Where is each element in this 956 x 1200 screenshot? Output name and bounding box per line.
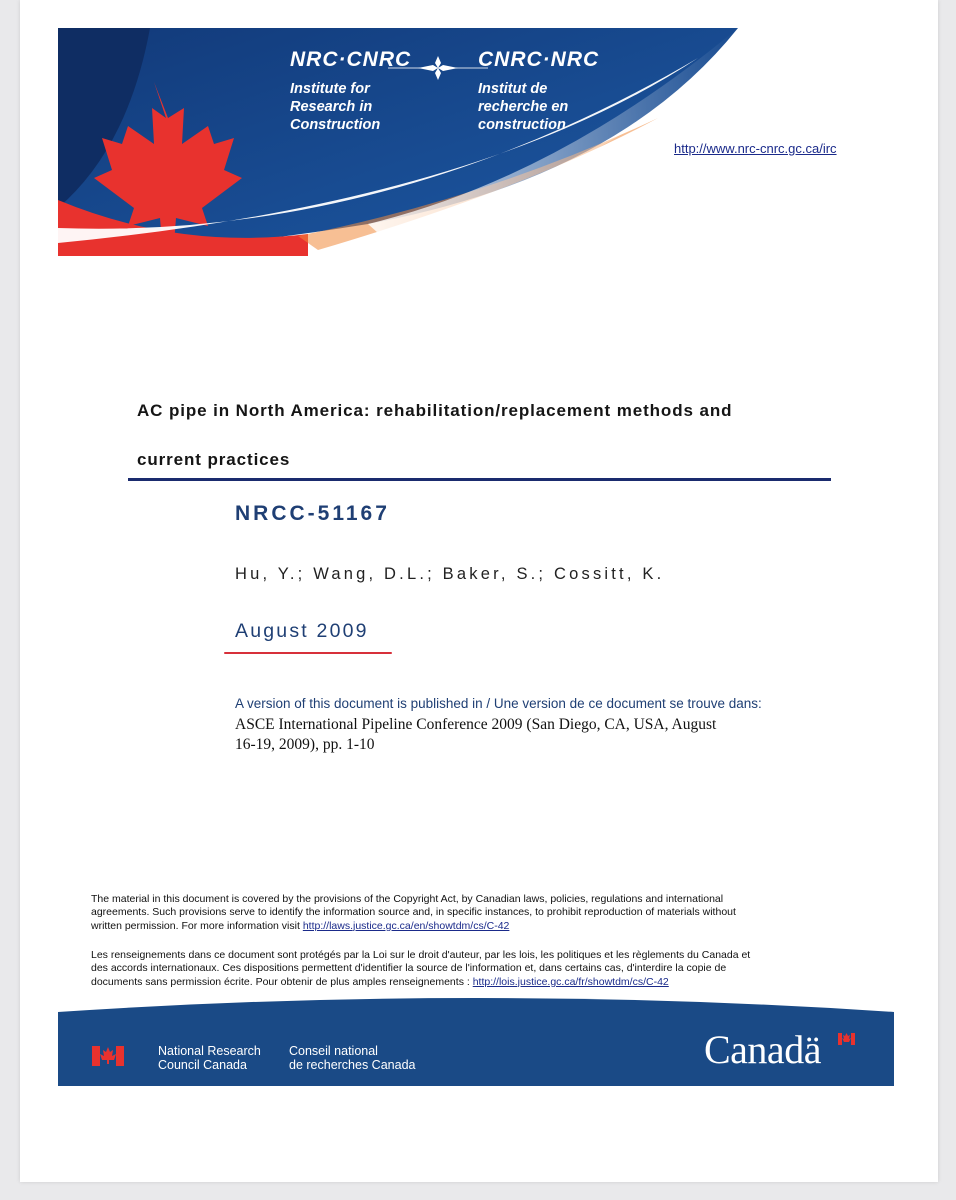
report-number: NRCC-51167 (235, 502, 390, 525)
cnrc-nrc-logo: CNRC·NRC (478, 48, 600, 71)
publication-line2: 16-19, 2009), pp. 1-10 (235, 736, 375, 753)
author-list: Hu, Y.; Wang, D.L.; Baker, S.; Cossitt, K. (235, 565, 665, 583)
publication-reference (235, 715, 825, 755)
document-title-line2: current practices (137, 450, 291, 469)
nrc-name-en: National Research Council Canada (158, 1044, 261, 1072)
date-underline (224, 652, 392, 654)
canada-wordmark: Canadä (704, 1027, 821, 1072)
publication-line1: ASCE International Pipeline Conference 2009 (San Diego, CA, USA, August (235, 716, 717, 733)
nrc-cnrc-logo: NRC·CNRC (290, 48, 412, 71)
laws-justice-link-fr[interactable]: http://lois.justice.gc.ca/fr/showtdm/cs/C-42 (472, 975, 669, 988)
document-page (20, 0, 938, 1182)
title-divider (128, 478, 831, 481)
irc-website-link[interactable]: http://www.nrc-cnrc.gc.ca/irc (674, 141, 837, 156)
copyright-notice-fr: Les renseignements dans ce document sont protégés par la Loi sur le droit d'auteur, par les lois, les politiques et les règlements du Canada et des accords internationaux. Ces dispositions permettent d'identifier la source de l'information et, dans certains cas, d'interdire la copie de documents sans permission écrite. Pour obtenir de plus amples renseignements : http://lois.justice.gc.ca/fr/showtdm/cs/C-42 (91, 949, 751, 988)
publication-date: August 2009 (235, 620, 369, 642)
canada-flag-icon (92, 1046, 124, 1066)
institute-name-en: Institute for Research in Construction (290, 81, 381, 133)
nrc-name-fr: Conseil national de recherches Canada (289, 1044, 416, 1072)
document-title-line1: AC pipe in North America: rehabilitation/replacement methods and (137, 401, 733, 420)
version-note: A version of this document is published in / Une version de ce document se trouve dans: (235, 696, 762, 711)
institute-name-fr: Institut de recherche en construction (478, 81, 569, 133)
laws-justice-link-en[interactable]: http://laws.justice.gc.ca/en/showtdm/cs/C-42 (302, 919, 510, 932)
copyright-notice-en: The material in this document is covered by the provisions of the Copyright Act, by Canadian laws, policies, regulations and international agreements. Such provisions serve to identify the information source and, in specific instances, to prohibit reproduction of materials without written permission. For more information visit http://laws.justice.gc.ca/en/showtdm/cs/C-42 (91, 893, 736, 932)
